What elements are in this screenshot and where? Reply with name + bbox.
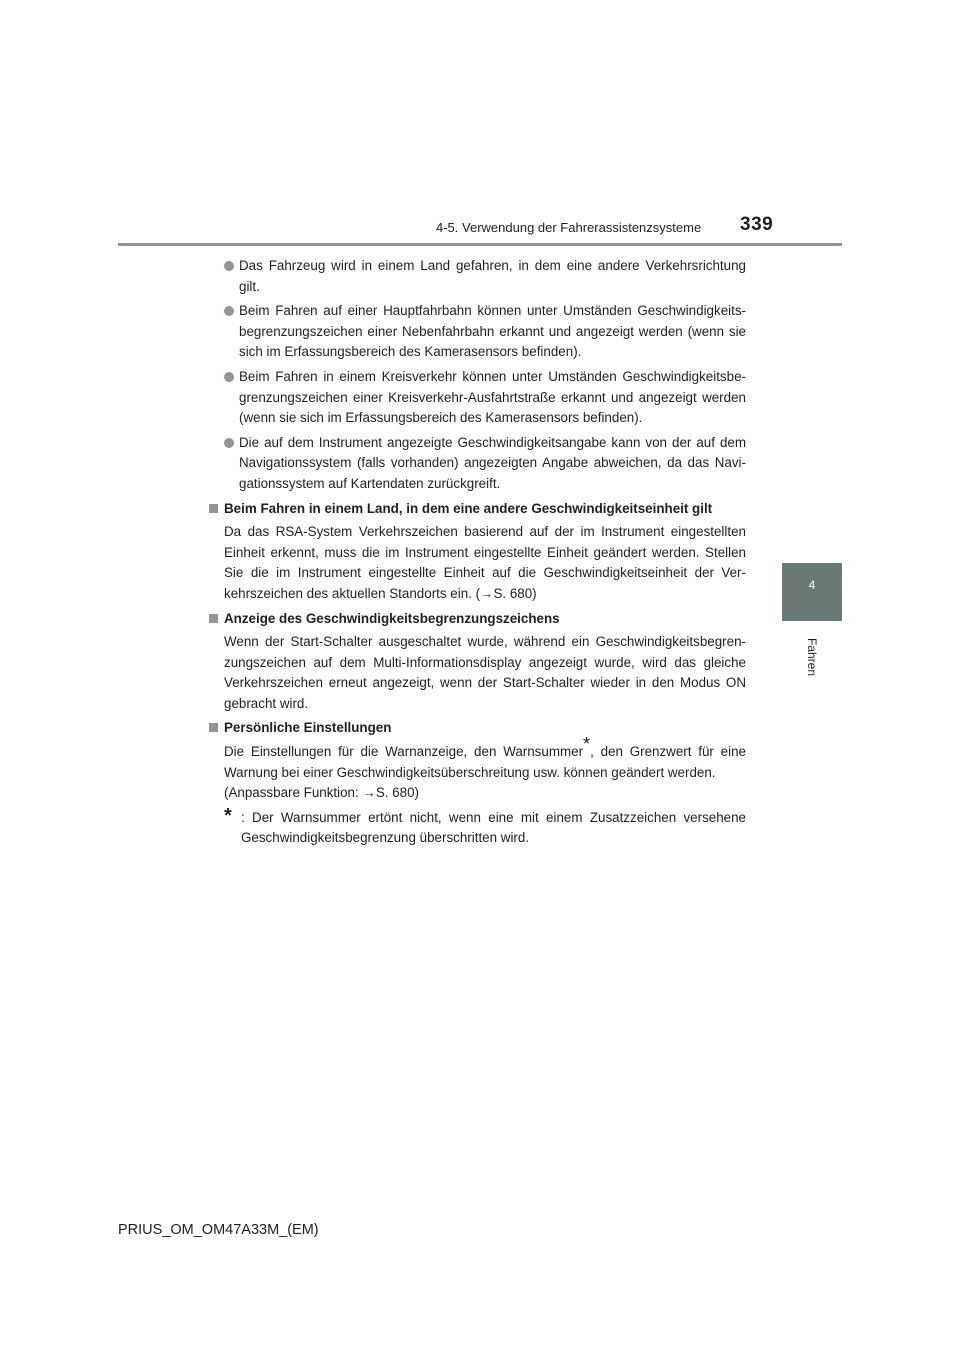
section-body: Wenn der Start-Schalter ausgeschaltet wurde, während ein Geschwindigkeitsbegrenzungszeichen auf dem Multi-Informationsdisplay angezeigt wurde, wird das gleiche Verkehrszeichen erneut angezeigt, wenn der Start-Schalter wieder in den Modus ON gebracht wird. [224, 634, 746, 711]
bullet-dot-icon [224, 438, 234, 448]
section-title: Anzeige des Geschwindigkeitsbegrenzungszeichens [224, 610, 560, 626]
square-bullet-icon [209, 723, 218, 732]
custom-function-reference: (Anpassbare Funktion: →S. 680) [224, 785, 420, 801]
document-code: PRIUS_OM_OM47A33M_(EM) [118, 1222, 319, 1238]
running-header-section-title: 4-5. Verwendung der Fahrerassistenzsysteme [436, 220, 702, 235]
bullet-text: Beim Fahren auf einer Hauptfahrbahn können unter Umständen Geschwindigkeitsbegrenzungszeichen einer Nebenfahrbahn erkannt und angezeigt werden (wenn sie sich im Erfassungsbereich des Kamerasensors befinden). [239, 303, 746, 360]
chapter-label: Fahren [805, 637, 819, 677]
section-body-part1: Die Einstellungen für die Warnanzeige, den Warnsummer [224, 744, 584, 760]
section-heading [206, 718, 746, 739]
footnote [206, 804, 746, 849]
bullet-dot-icon [224, 306, 234, 316]
bullet-text: Die auf dem Instrument angezeigte Geschwindigkeitsangabe kann von der auf dem Navigationssystem (falls vorhanden) angezeigten Angabe abweichen, da das Navigationssystem auf Kartendaten zurückgreift. [239, 434, 746, 491]
page-content [206, 252, 746, 849]
footnote-marker: * [583, 733, 591, 754]
section-title: Beim Fahren in einem Land, in dem eine andere Geschwindigkeitseinheit gilt [224, 500, 713, 516]
section-personal-settings [206, 718, 746, 803]
chapter-tab [782, 563, 842, 621]
page-number: 339 [740, 214, 774, 235]
section-title: Persönliche Einstellungen [224, 720, 392, 736]
bullet-item [206, 256, 746, 297]
header-divider [118, 243, 842, 246]
section-body-part2: , den Grenzwert für eine Warnung bei einer Geschwindigkeitsüberschreitung usw. können geändert werden. [224, 744, 746, 780]
bullet-item [206, 433, 746, 495]
section-speed-unit [206, 499, 746, 605]
section-body [206, 733, 746, 804]
chapter-label-container [788, 632, 836, 682]
bullet-text: Beim Fahren in einem Kreisverkehr können unter Umständen Geschwindigkeitsbegrenzungszeichen einer Kreisverkehr-Ausfahrtstraße erkannt und angezeigt werden (wenn sie sich im Erfassungsbereich des Kamerasensors befinden). [239, 368, 746, 426]
chapter-number: 4 [808, 578, 816, 592]
footnote-star: * [224, 804, 232, 827]
bullet-dot-icon [224, 261, 234, 271]
section-body: Da das RSA-System Verkehrszeichen basierend auf der im Instrument eingestellten Einheit erkennt, muss die im Instrument eingestellte Einheit geändert werden. Stellen Sie die im Instrument eingestellte Einheit auf die Geschwindigkeitseinheit der Verkehrszeichen des aktuellen Standorts ein. (→S. 680) [224, 524, 746, 601]
bullet-item [206, 367, 746, 429]
section-sign-display [206, 609, 746, 715]
square-bullet-icon [209, 504, 218, 513]
bullet-dot-icon [224, 372, 234, 382]
bullet-item [206, 301, 746, 363]
bullet-text: Das Fahrzeug wird in einem Land gefahren, in dem eine andere Verkehrsrichtung gilt. [239, 258, 746, 294]
section-heading [206, 609, 746, 630]
square-bullet-icon [209, 614, 218, 623]
footnote-text: : Der Warnsummer ertönt nicht, wenn eine mit einem Zusatzzeichen versehene Geschwindigkeitsbegrenzung überschritten wird. [241, 809, 746, 846]
section-heading [206, 499, 746, 520]
